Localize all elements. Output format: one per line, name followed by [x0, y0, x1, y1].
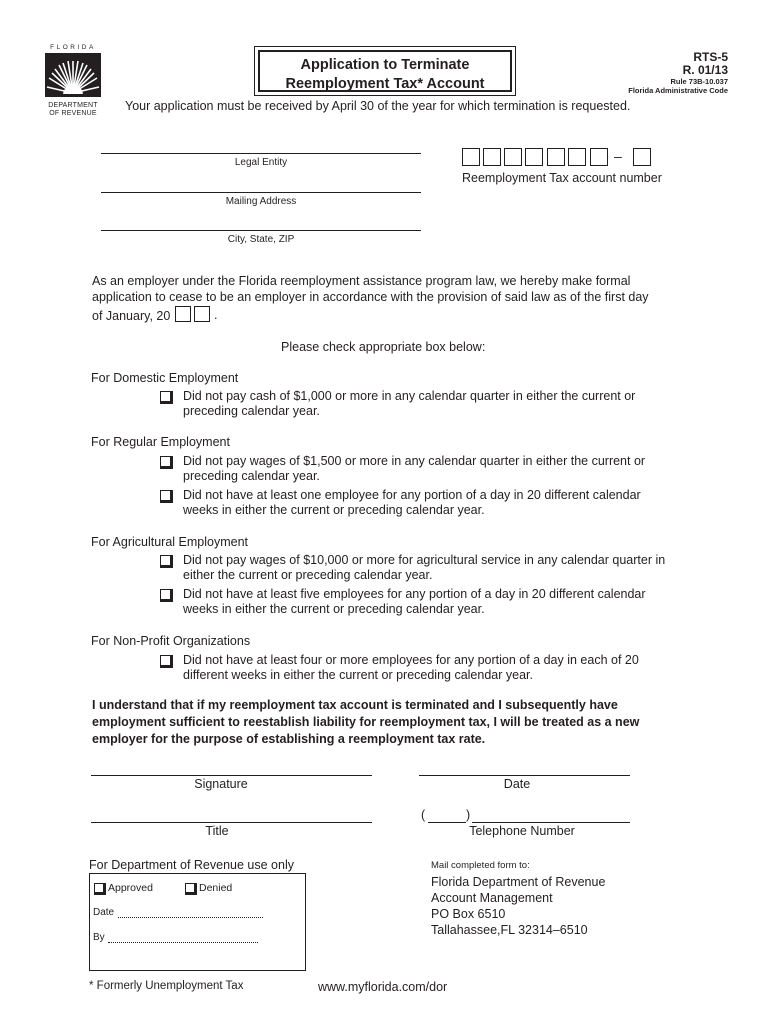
- checkbox[interactable]: [160, 490, 171, 501]
- section-domestic-heading: For Domestic Employment: [91, 371, 239, 385]
- dept-by-field[interactable]: [108, 942, 258, 943]
- dor-logo: [45, 44, 101, 120]
- section-nonprofit-heading: For Non-Profit Organizations: [91, 634, 251, 648]
- city-state-zip-field[interactable]: [101, 230, 421, 231]
- logo-state-name: FLORIDA: [50, 44, 96, 51]
- dept-use-box: [89, 873, 306, 971]
- account-dash: –: [614, 148, 622, 164]
- account-digit-box[interactable]: [568, 148, 586, 166]
- account-digit-box[interactable]: [547, 148, 565, 166]
- legal-entity-field[interactable]: [101, 153, 421, 154]
- dept-by-label: By: [93, 932, 105, 943]
- declaration-line1: As an employer under the Florida reemployment assistance program law, we hereby make formal: [92, 274, 631, 288]
- declaration-line3: of January, 20: [92, 309, 171, 323]
- area-code-field[interactable]: [428, 822, 466, 823]
- approved-checkbox[interactable]: [94, 883, 104, 893]
- logo-dept-name: DEPARTMENT OF REVENUE: [48, 102, 98, 117]
- account-digit-box[interactable]: [525, 148, 543, 166]
- telephone-field[interactable]: [472, 822, 630, 823]
- form-number: RTS-5: [693, 50, 728, 64]
- section-regular-heading: For Regular Employment: [91, 435, 230, 449]
- website-link[interactable]: www.myflorida.com/dor: [318, 980, 448, 994]
- mailing-address-field[interactable]: [101, 192, 421, 193]
- account-digit-box[interactable]: [462, 148, 480, 166]
- approved-label: Approved: [108, 882, 153, 894]
- declaration-line2: application to cease to be an employer in accordance with the provision of said law as of the first day: [92, 290, 649, 304]
- form-title-box: [254, 46, 516, 96]
- form-revision: R. 01/13: [682, 63, 728, 77]
- form-title-line1: Application to Terminate: [300, 57, 470, 73]
- date-field[interactable]: [419, 775, 630, 776]
- intro-text: Your application must be received by April 30 of the year for which termination is requested.: [125, 99, 631, 113]
- phone-close-paren: ): [466, 808, 471, 822]
- signature-label: Signature: [194, 777, 248, 791]
- form-code: Florida Administrative Code: [628, 86, 728, 95]
- account-number-label: Reemployment Tax account number: [462, 171, 662, 185]
- checkbox[interactable]: [160, 589, 171, 600]
- section-agricultural-heading: For Agricultural Employment: [91, 535, 249, 549]
- telephone-label: Telephone Number: [469, 824, 575, 838]
- form-rule: Rule 73B-10.037: [670, 77, 728, 86]
- year-digit-box[interactable]: [175, 306, 191, 322]
- denied-label: Denied: [199, 882, 233, 894]
- legal-entity-label: Legal Entity: [234, 157, 288, 168]
- mail-label: Mail completed form to:: [431, 860, 530, 871]
- mail-address: Florida Department of Revenue Account Management PO Box 6510 Tallahassee,FL 32314–6510: [431, 875, 606, 937]
- mailing-address-label: Mailing Address: [225, 196, 297, 207]
- signature-field[interactable]: [91, 775, 372, 776]
- date-label: Date: [503, 777, 531, 791]
- checkbox[interactable]: [160, 456, 171, 467]
- account-check-digit-box[interactable]: [633, 148, 651, 166]
- account-digit-box[interactable]: [590, 148, 608, 166]
- phone-open-paren: (: [421, 808, 426, 822]
- form-title-line2: Reemployment Tax* Account: [285, 76, 485, 92]
- title-field[interactable]: [91, 822, 372, 823]
- acknowledgement-text: I understand that if my reemployment tax account is terminated and I subsequently have employment sufficient to reestablish liability for reemployment tax, I will be treated as a new employer for the purpose of establishing a reemployment tax rate.: [92, 698, 640, 746]
- dept-date-field[interactable]: [118, 917, 263, 918]
- checkbox[interactable]: [160, 555, 171, 566]
- account-digit-box[interactable]: [483, 148, 501, 166]
- checkbox[interactable]: [160, 655, 171, 666]
- footnote: * Formerly Unemployment Tax: [89, 980, 244, 992]
- dept-use-heading: For Department of Revenue use only: [89, 858, 294, 872]
- dept-date-label: Date: [93, 907, 115, 918]
- year-digit-box[interactable]: [194, 306, 210, 322]
- checkbox[interactable]: [160, 391, 171, 402]
- title-label: Title: [205, 824, 229, 838]
- declaration-period: .: [214, 308, 218, 322]
- city-state-zip-label: City, State, ZIP: [227, 234, 295, 245]
- denied-checkbox[interactable]: [185, 883, 195, 893]
- sunburst-icon: [45, 53, 101, 97]
- account-digit-box[interactable]: [504, 148, 522, 166]
- check-instruction: Please check appropriate box below:: [281, 340, 486, 354]
